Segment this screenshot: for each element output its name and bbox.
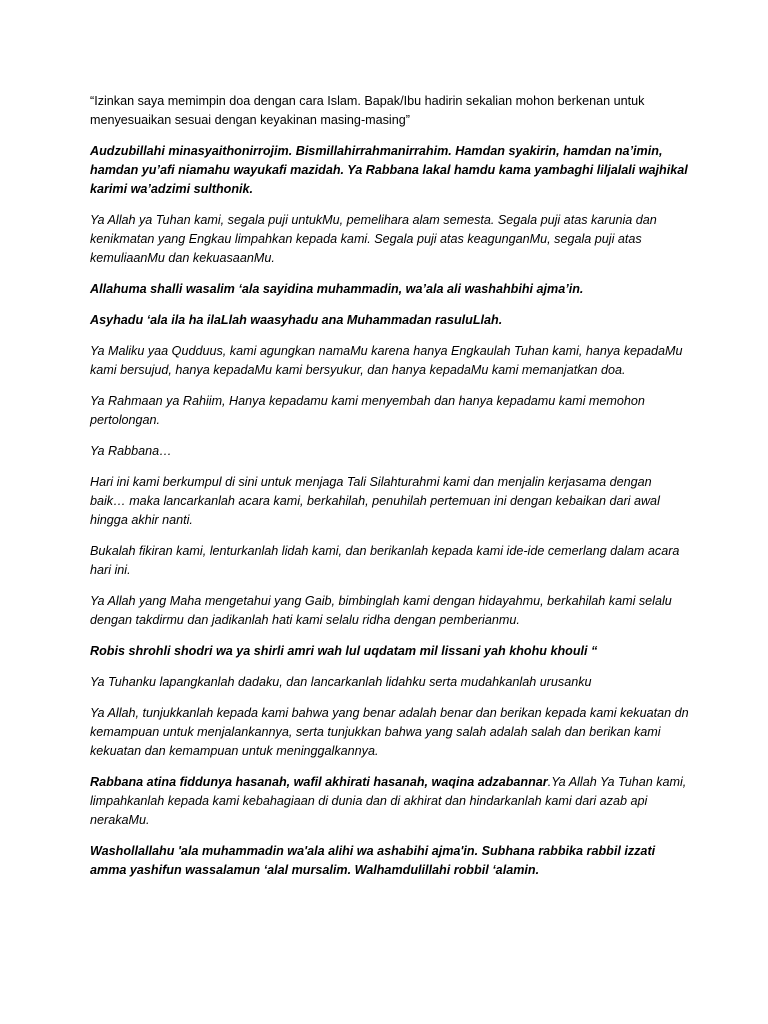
opening-prayer-paragraph: Audzubillahi minasyaithonirrojim. Bismillahirrahmanirrahim. Hamdan syakirin, hamdan na’imin, hamdan yu’afi niamahu wayukafi mazidah. Ya Rabbana lakal hamdu kama yambaghi liljalali wajhikal karimi wa’adzimi sulthonik.: [90, 144, 688, 196]
shalawat-paragraph: Allahuma shalli wasalim ‘ala sayidina muhammadin, wa’ala ali washahbihi ajma’in.: [90, 282, 584, 296]
rahmaan-paragraph: Ya Rahmaan ya Rahiim, Hanya kepadamu kami menyembah dan hanya kepadamu kami memohon pertolongan.: [90, 394, 645, 427]
rabbana-atina-arabic: Rabbana atina fiddunya hasanah, wafil akhirati hasanah, waqina adzabannar: [90, 775, 548, 789]
robis-paragraph: Robis shrohli shodri wa ya shirli amri wah lul uqdatam mil lissani yah khohu khouli “: [90, 644, 598, 658]
closing-paragraph: Washollallahu 'ala muhammadin wa'ala alihi wa ashabihi ajma'in. Subhana rabbika rabbil izzati amma yashifun wassalamun ‘alal mursalim. Walhamdulillahi robbil ‘alamin.: [90, 844, 656, 877]
maliku-paragraph: Ya Maliku yaa Qudduus, kami agungkan namaMu karena hanya Engkaulah Tuhan kami, hanya kepadaMu kami bersujud, hanya kepadaMu kami bersyukur, dan hanya kepadaMu kami memanjatkan doa.: [90, 344, 683, 377]
translation-paragraph: Ya Tuhanku lapangkanlah dadaku, dan lancarkanlah lidahku serta mudahkanlah urusanku: [90, 675, 592, 689]
document-page: [90, 92, 690, 892]
gathering-paragraph: Hari ini kami berkumpul di sini untuk menjaga Tali Silahturahmi kami dan menjalin kerjasama dengan baik… maka lancarkanlah acara kami, berkahilah, penuhilah pertemuan ini dengan kebaikan dari awal hingga akhir nanti.: [90, 475, 660, 527]
rabbana-atina-paragraph: [90, 773, 690, 830]
syahadat-paragraph: Asyhadu ‘ala ila ha ilaLlah waasyhadu ana Muhammadan rasuluLlah.: [90, 313, 503, 327]
praise-paragraph: Ya Allah ya Tuhan kami, segala puji untukMu, pemelihara alam semesta. Segala puji atas karunia dan kenikmatan yang Engkau limpahkan kepada kami. Segala puji atas keagunganMu, segala puji atas kemuliaanMu dan kekuasaanMu.: [90, 213, 657, 265]
guidance-paragraph: Ya Allah yang Maha mengetahui yang Gaib, bimbinglah kami dengan hidayahmu, berkahilah kami selalu dengan takdirmu dan jadikanlah hati kami selalu ridha dengan pemberianmu.: [90, 594, 672, 627]
mind-paragraph: Bukalah fikiran kami, lenturkanlah lidah kami, dan berikanlah kepada kami ide-ide cemerlang dalam acara hari ini.: [90, 544, 680, 577]
rabbana-paragraph: Ya Rabbana…: [90, 444, 172, 458]
truth-paragraph: Ya Allah, tunjukkanlah kepada kami bahwa yang benar adalah benar dan berikan kepada kami kekuatan dn kemampuan untuk menjalankannya, serta tunjukkan bahwa yang salah adalah salah dan berikan kami kekuatan dan kemampuan untuk meninggalkannya.: [90, 706, 689, 758]
intro-paragraph: “Izinkan saya memimpin doa dengan cara Islam. Bapak/Ibu hadirin sekalian mohon berkenan untuk menyesuaikan sesuai dengan keyakinan masing-masing”: [90, 94, 645, 127]
rabbana-atina-translation: .Ya Allah Ya Tuhan kami, limpahkanlah kepada kami kebahagiaan di dunia dan di akhirat dan hindarkanlah kami dari azab api nerakaMu.: [90, 775, 687, 827]
